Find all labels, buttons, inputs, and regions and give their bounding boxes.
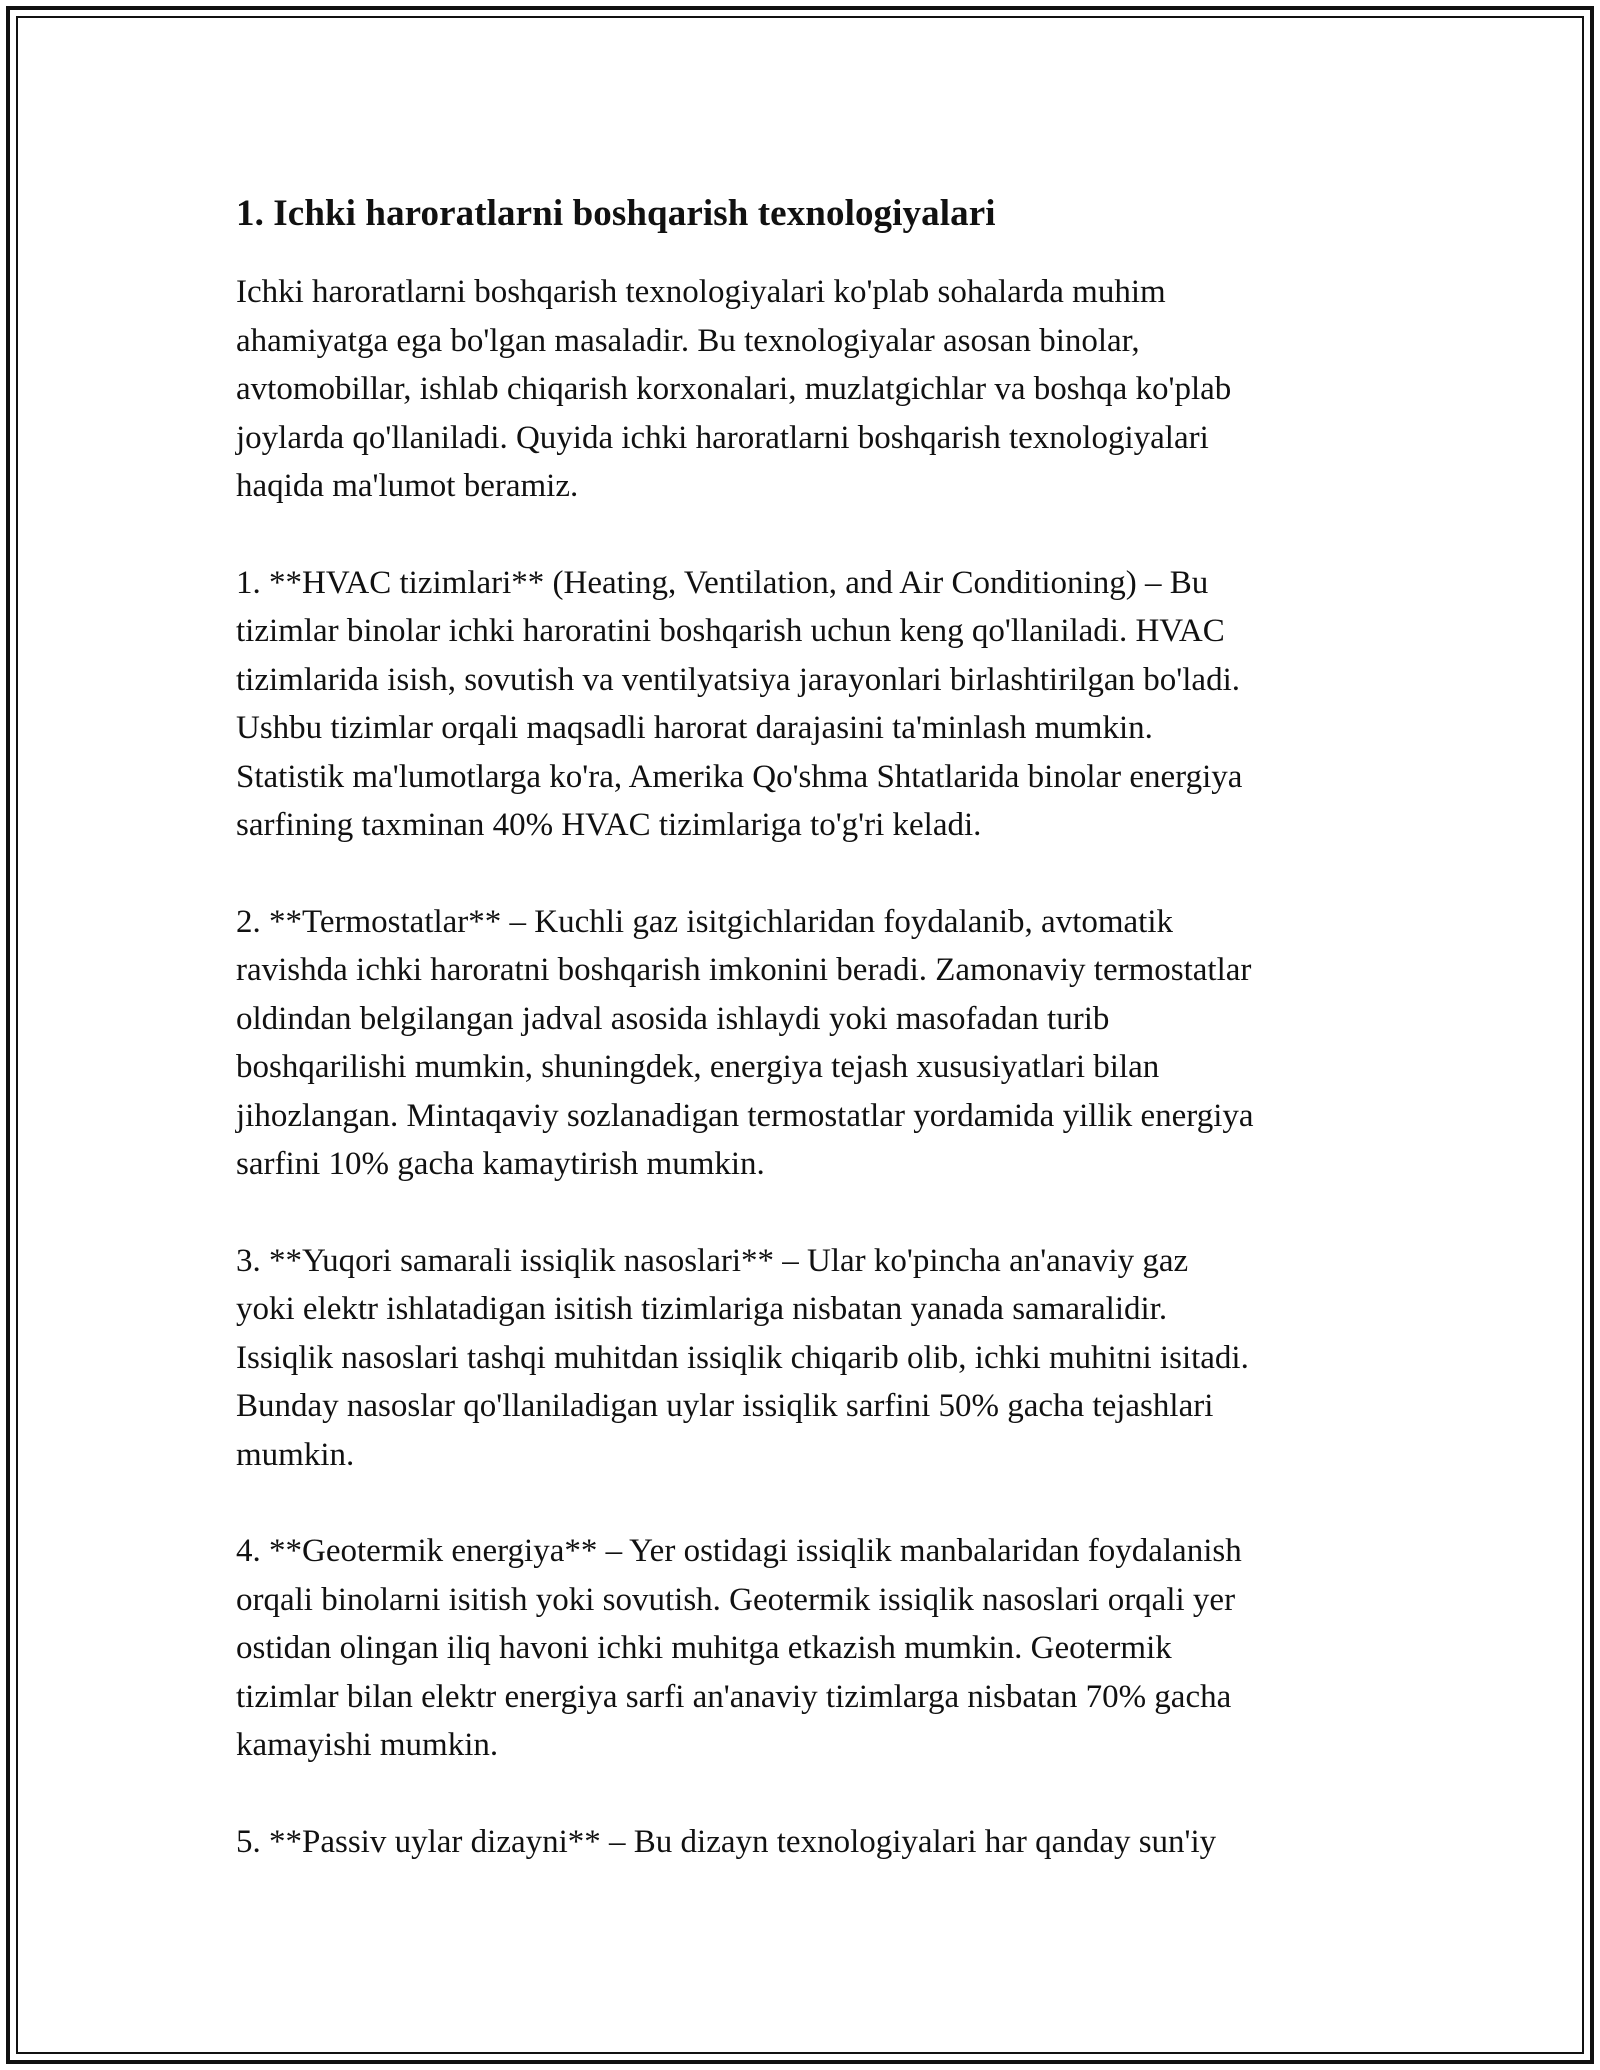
paragraph-passiv-uylar: 5. **Passiv uylar dizayni** – Bu dizayn texnologiyalari har qanday sun'iy — [236, 1823, 1217, 1860]
paragraph-termostatlar: 2. **Termostatlar** – Kuchli gaz isitgichlaridan foydalanib, avtomatik ravishda ichki haroratni boshqarish imkonini beradi. Zamonaviy termostatlar oldindan belgilangan jadval asosida ishlaydi yoki masofadan turib boshqarilishi mumkin, shuningdek, energiya tejash xususiyatlari bilan jihozlangan. Mintaqaviy sozlanadigan termostatlar yordamida yillik energiya sarfini 10% gacha kamaytirish mumkin. — [236, 903, 1254, 1182]
document-body — [236, 188, 1386, 1914]
document-title: 1. Ichki haroratlarni boshqarish texnologiyalari — [236, 193, 996, 234]
paragraph-hvac: 1. **HVAC tizimlari** (Heating, Ventilation, and Air Conditioning) – Bu tizimlar binolar ichki haroratini boshqarish uchun keng qo'llaniladi. HVAC tizimlarida isish, sovutish va ventilyatsiya jarayonlari birlashtirilgan bo'ladi. Ushbu tizimlar orqali maqsadli harorat darajasini ta'minlash mumkin. Statistik ma'lumotlarga ko'ra, Amerika Qo'shma Shtatlarida binolar energiya sarfining taxminan 40% HVAC tizimlariga to'g'ri keladi. — [236, 564, 1243, 843]
paragraph-geotermik: 4. **Geotermik energiya** – Yer ostidagi issiqlik manbalaridan foydalanish orqali binolarni isitish yoki sovutish. Geotermik issiqlik nasoslari orqali yer ostidan olingan iliq havoni ichki muhitga etkazish mumkin. Geotermik tizimlar bilan elektr energiya sarfi an'anaviy tizimlarga nisbatan 70% gacha kamayishi mumkin. — [236, 1533, 1242, 1763]
paragraph-issiqlik-nasoslari: 3. **Yuqori samarali issiqlik nasoslari** – Ular ko'pincha an'anaviy gaz yoki elektr ishlatadigan isitish tizimlariga nisbatan yanada samaralidir. Issiqlik nasoslari tashqi muhitdan issiqlik chiqarib olib, ichki muhitni isitadi. Bunday nasoslar qo'llaniladigan uylar issiqlik sarfini 50% gacha tejashlari mumkin. — [236, 1242, 1249, 1473]
intro-paragraph: Ichki haroratlarni boshqarish texnologiyalari ko'plab sohalarda muhim ahamiyatga ega bo'lgan masaladir. Bu texnologiyalar asosan binolar, avtomobillar, ishlab chiqarish korxonalari, muzlatgichlar va boshqa ko'plab joylarda qo'llaniladi. Quyida ichki haroratlarni boshqarish texnologiyalari haqida ma'lumot beramiz. — [236, 274, 1232, 504]
